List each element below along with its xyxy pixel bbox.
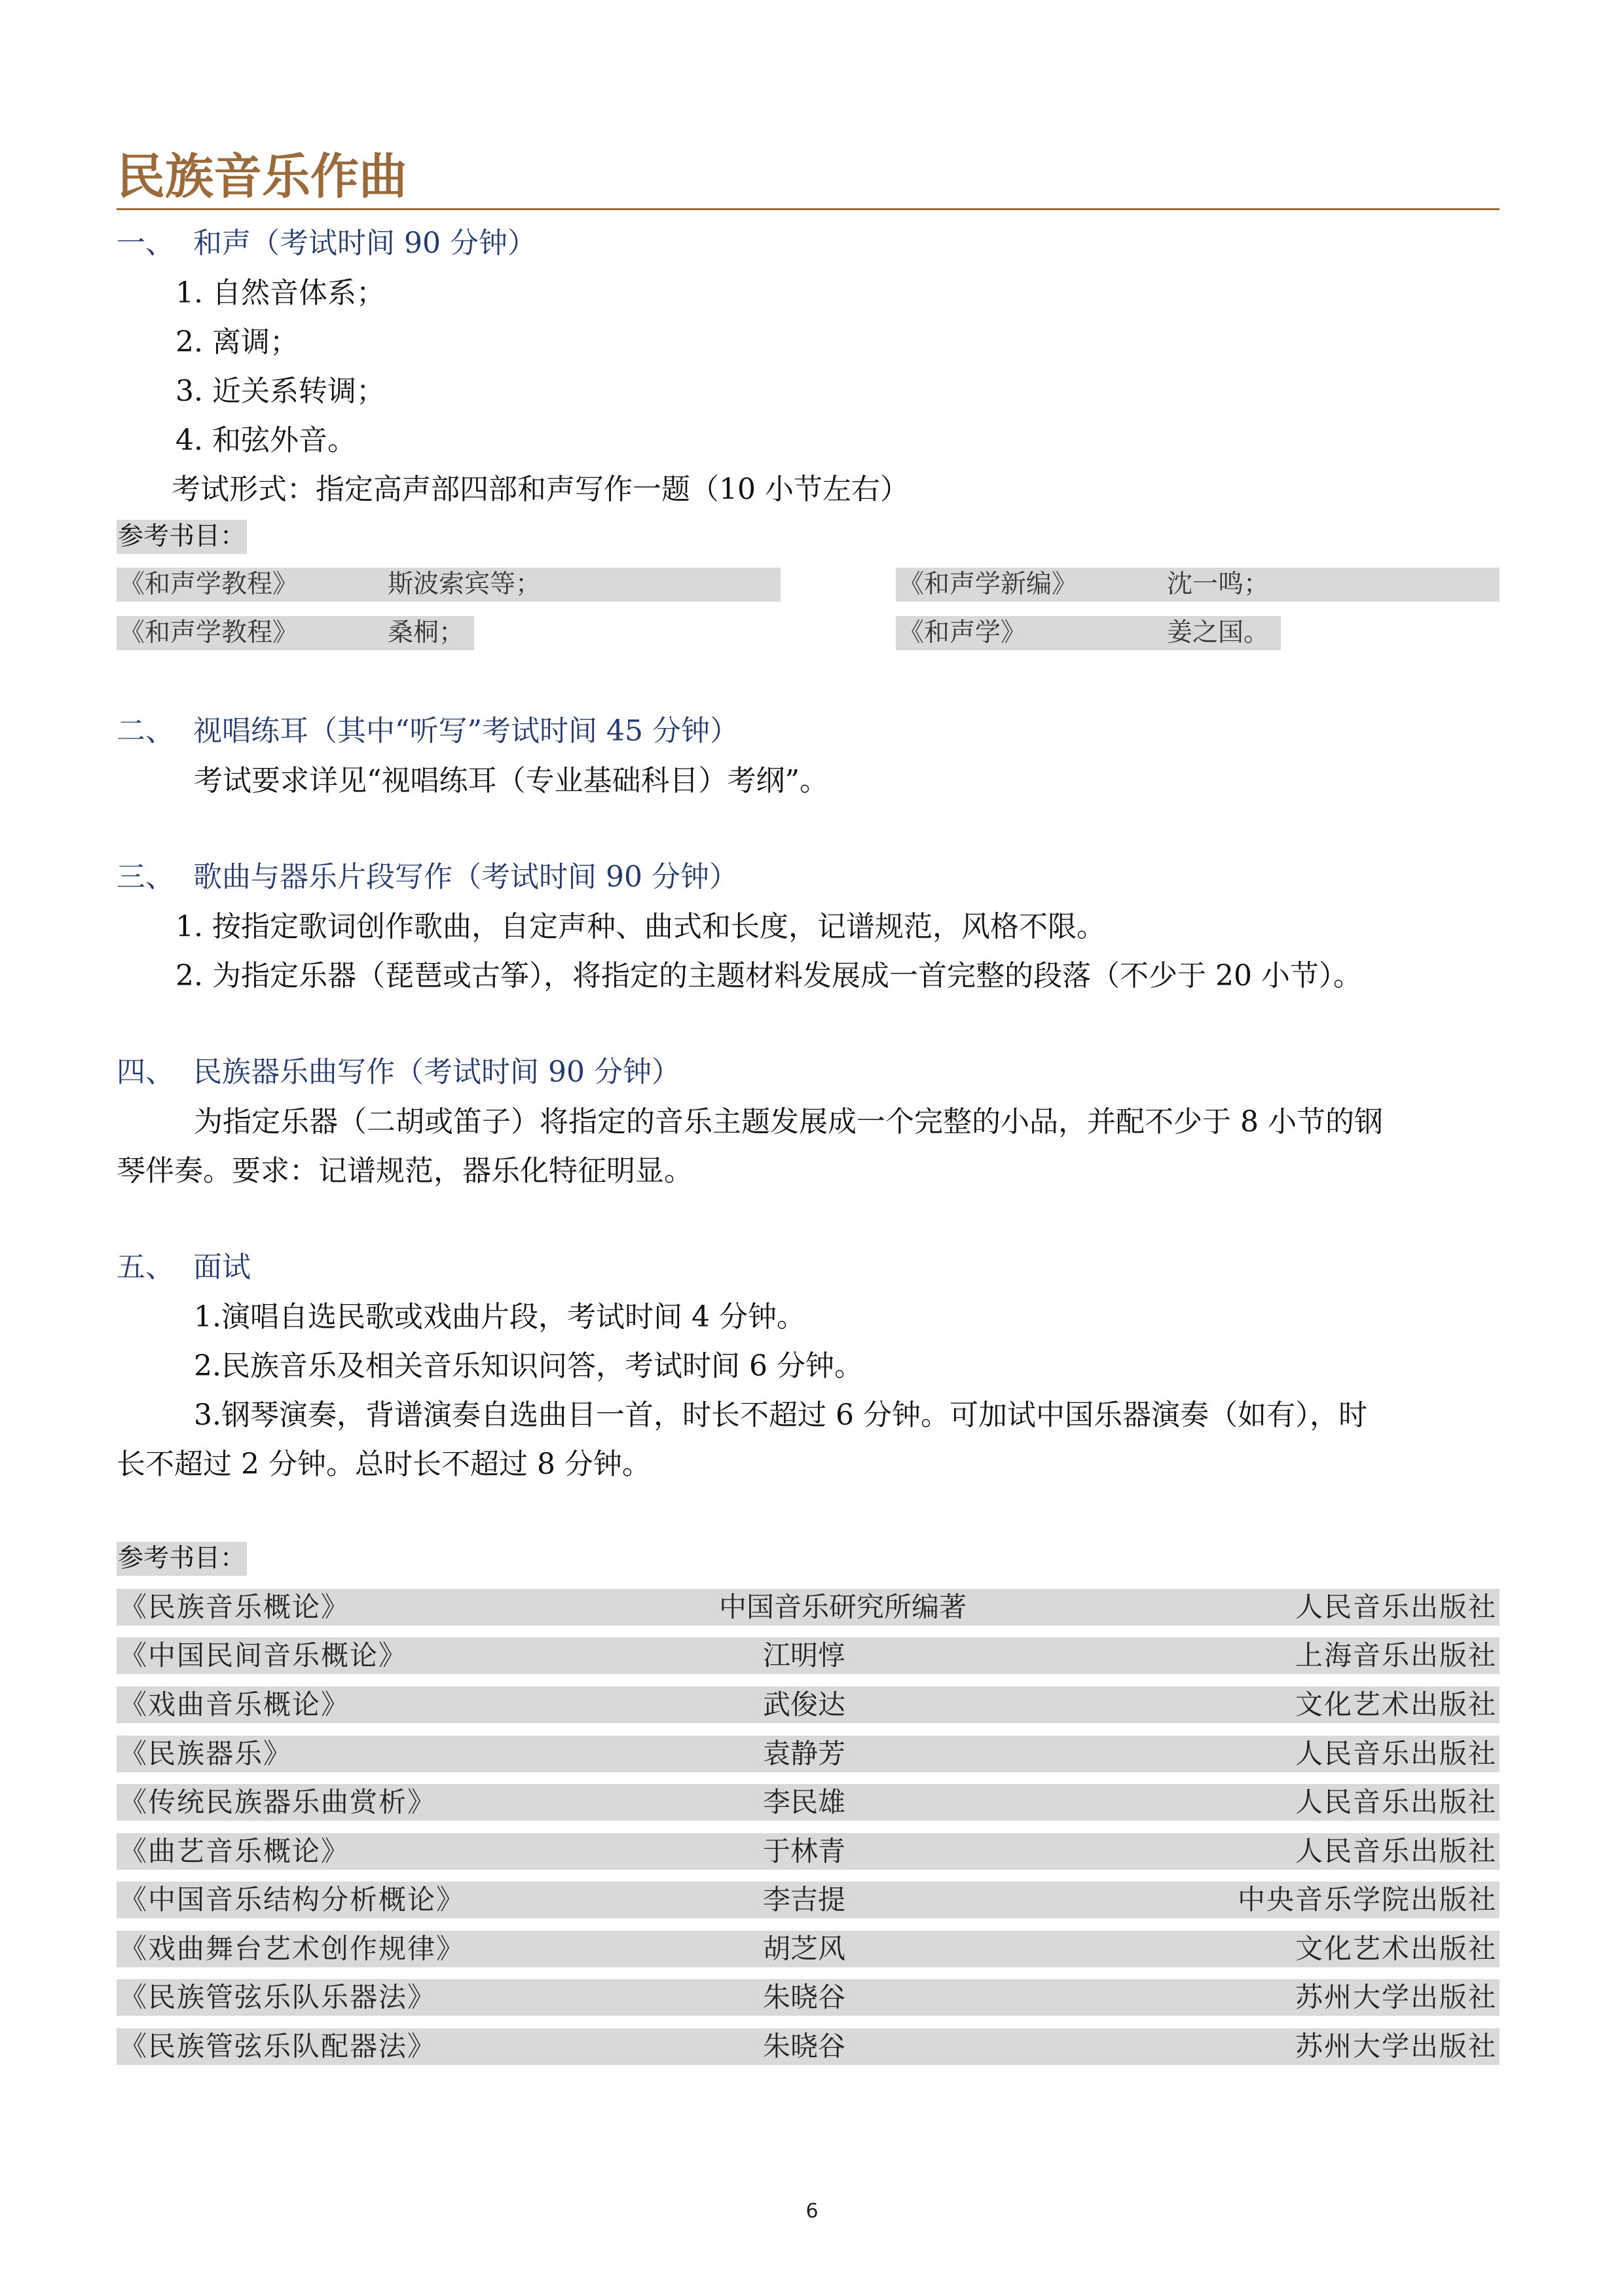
book-author: 李吉提 bbox=[762, 1884, 845, 1916]
book-author: 江明惇 bbox=[762, 1639, 845, 1671]
reference-item bbox=[896, 616, 1281, 650]
book-author: 于林青 bbox=[762, 1835, 845, 1867]
list-item: 长不超过 2 分钟。总时长不超过 8 分钟。 bbox=[117, 1448, 651, 1481]
book-author: 胡芝风 bbox=[762, 1933, 845, 1965]
book-publisher: 人民音乐出版社 bbox=[1295, 1738, 1497, 1770]
book-row bbox=[117, 1784, 1500, 1821]
reference-author: 斯波索宾等； bbox=[388, 570, 542, 599]
book-title: 《中国民间音乐概论》 bbox=[119, 1639, 408, 1671]
section-title: 面试 bbox=[193, 1250, 251, 1284]
book-row bbox=[117, 1882, 1500, 1918]
book-title: 《曲艺音乐概论》 bbox=[119, 1835, 350, 1867]
reference-item bbox=[896, 568, 1500, 602]
book-author: 中国音乐研究所编著 bbox=[719, 1591, 967, 1623]
book-publisher: 人民音乐出版社 bbox=[1295, 1835, 1497, 1867]
book-row bbox=[117, 1589, 1500, 1626]
book-publisher: 人民音乐出版社 bbox=[1295, 1591, 1497, 1623]
book-publisher: 苏州大学出版社 bbox=[1295, 2030, 1497, 2062]
book-publisher: 苏州大学出版社 bbox=[1295, 1981, 1497, 2013]
reference-title: 《和声学教程》 bbox=[119, 570, 299, 599]
book-publisher: 上海音乐出版社 bbox=[1295, 1639, 1497, 1671]
book-title: 《传统民族器乐曲赏析》 bbox=[119, 1786, 437, 1818]
book-title: 《戏曲音乐概论》 bbox=[119, 1688, 350, 1721]
exam-form-text: 考试形式：指定高声部四部和声写作一题（10 小节左右） bbox=[172, 473, 909, 506]
list-item: 2.民族音乐及相关音乐知识问答，考试时间 6 分钟。 bbox=[194, 1349, 863, 1383]
book-title: 《民族管弦乐队乐器法》 bbox=[119, 1981, 437, 2013]
page-title: 民族音乐作曲 bbox=[117, 149, 407, 205]
section-heading-harmony bbox=[117, 224, 536, 263]
book-author: 武俊达 bbox=[762, 1688, 845, 1721]
book-publisher: 人民音乐出版社 bbox=[1295, 1786, 1497, 1818]
title-underline bbox=[117, 208, 1500, 210]
book-title: 《民族音乐概论》 bbox=[119, 1591, 350, 1623]
section-number: 四、 bbox=[117, 1055, 174, 1089]
list-item: 2. 离调； bbox=[175, 325, 299, 359]
body-text: 考试要求详见“视唱练耳（专业基础科目）考纲”。 bbox=[194, 764, 828, 797]
book-author: 朱晓谷 bbox=[762, 2030, 845, 2062]
body-text: 为指定乐器（二胡或笛子）将指定的音乐主题发展成一个完整的小品，并配不少于 8 小节的钢 bbox=[194, 1105, 1383, 1139]
book-publisher: 文化艺术出版社 bbox=[1295, 1933, 1497, 1965]
book-row bbox=[117, 1637, 1500, 1674]
section-title: 和声（考试时间 90 分钟） bbox=[193, 227, 536, 260]
book-row bbox=[117, 1979, 1500, 2016]
page-number: 6 bbox=[805, 2200, 819, 2223]
section-title: 歌曲与器乐片段写作（考试时间 90 分钟） bbox=[193, 860, 738, 894]
book-title: 《民族器乐》 bbox=[119, 1738, 293, 1770]
list-item: 1.演唱自选民歌或戏曲片段，考试时间 4 分钟。 bbox=[194, 1300, 805, 1334]
section-number: 一、 bbox=[117, 227, 174, 260]
list-item: 4. 和弦外音。 bbox=[175, 424, 356, 457]
reference-author: 姜之国。 bbox=[1167, 618, 1270, 647]
reference-author: 桑桐； bbox=[388, 618, 465, 647]
bibliography-label: 参考书目： bbox=[117, 1542, 247, 1576]
section-heading-instrumental bbox=[117, 1053, 680, 1092]
list-item: 3. 近关系转调； bbox=[175, 374, 385, 408]
reference-title: 《和声学教程》 bbox=[119, 618, 299, 647]
reference-author: 沈一鸣； bbox=[1167, 570, 1270, 599]
list-item: 2. 为指定乐器（琵琶或古筝），将指定的主题材料发展成一首完整的段落（不少于 20 小节）。 bbox=[175, 959, 1362, 993]
book-author: 朱晓谷 bbox=[762, 1981, 845, 2013]
list-item: 3.钢琴演奏，背谱演奏自选曲目一首，时长不超过 6 分钟。可加试中国乐器演奏（如有），时 bbox=[194, 1398, 1367, 1432]
body-text: 琴伴奏。要求：记谱规范，器乐化特征明显。 bbox=[117, 1154, 693, 1188]
section-heading-sight-singing bbox=[117, 712, 739, 751]
book-publisher: 中央音乐学院出版社 bbox=[1237, 1884, 1497, 1916]
book-author: 李民雄 bbox=[762, 1786, 845, 1818]
book-row bbox=[117, 1736, 1500, 1772]
book-title: 《中国音乐结构分析概论》 bbox=[119, 1884, 466, 1916]
book-row bbox=[117, 1931, 1500, 1967]
book-publisher: 文化艺术出版社 bbox=[1295, 1688, 1497, 1721]
list-item: 1. 自然音体系； bbox=[175, 276, 385, 310]
section-title: 民族器乐曲写作（考试时间 90 分钟） bbox=[193, 1055, 680, 1089]
book-row bbox=[117, 2028, 1500, 2065]
book-author: 袁静芳 bbox=[762, 1738, 845, 1770]
book-title: 《民族管弦乐队配器法》 bbox=[119, 2030, 437, 2062]
reference-label: 参考书目： bbox=[117, 520, 247, 554]
section-number: 二、 bbox=[117, 714, 174, 748]
book-title: 《戏曲舞台艺术创作规律》 bbox=[119, 1933, 466, 1965]
section-title: 视唱练耳（其中“听写”考试时间 45 分钟） bbox=[193, 714, 739, 748]
section-number: 五、 bbox=[117, 1250, 174, 1284]
section-heading-interview bbox=[117, 1248, 251, 1287]
reference-item bbox=[117, 568, 781, 602]
list-item: 1. 按指定歌词创作歌曲，自定声种、曲式和长度，记谱规范，风格不限。 bbox=[175, 910, 1105, 943]
section-heading-song-writing bbox=[117, 858, 738, 897]
reference-title: 《和声学》 bbox=[898, 618, 1027, 647]
reference-item bbox=[117, 616, 474, 650]
book-row bbox=[117, 1686, 1500, 1723]
section-number: 三、 bbox=[117, 860, 174, 894]
book-row bbox=[117, 1833, 1500, 1870]
reference-title: 《和声学新编》 bbox=[898, 570, 1078, 599]
